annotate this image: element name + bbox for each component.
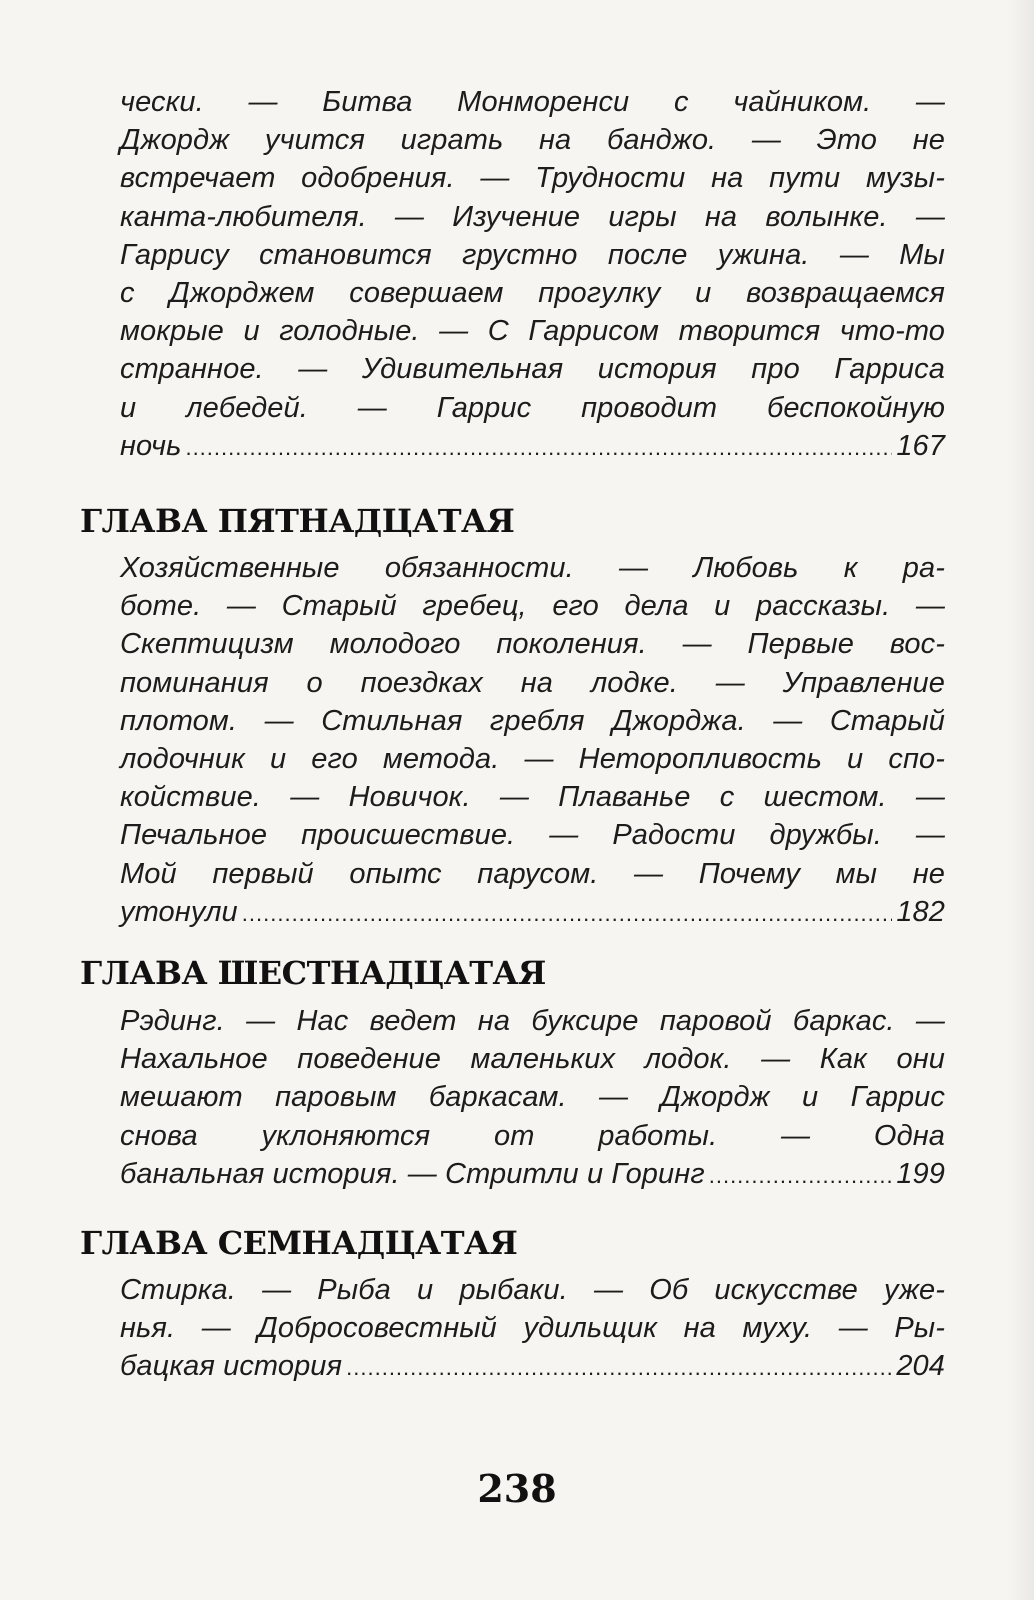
summary-line: койствие. — Новичок. — Плаванье с шестом. —	[120, 781, 945, 814]
toc-entry-last-line	[120, 427, 945, 465]
page-gutter-shadow	[1008, 0, 1034, 1600]
chapter-heading: ГЛАВА СЕМНАДЦАТАЯ	[80, 1224, 518, 1262]
summary-line: встречает одобрения. — Трудности на пути музы-	[120, 162, 945, 195]
summary-line-end: банальная история. — Стритли и Горинг	[120, 1157, 705, 1190]
summary-line: канта-любителя. — Изучение игры на волынке. —	[120, 200, 945, 233]
summary-line: Хозяйственные обязанности. — Любовь к ра-	[120, 552, 945, 584]
summary-line: чески. — Битва Монморенси с чайником. —	[120, 86, 945, 118]
summary-line: нья. — Добросовестный удильщик на муху. — Ры-	[120, 1312, 945, 1345]
summary-line: Стирка. — Рыба и рыбаки. — Об искусстве уже-	[120, 1274, 945, 1306]
chapter-heading: ГЛАВА ШЕСТНАДЦАТАЯ	[80, 954, 546, 992]
dot-leader	[346, 1349, 892, 1387]
dot-leader	[185, 429, 892, 467]
chapter-sixteen-summary	[120, 1002, 945, 1193]
summary-line-end: утонули	[120, 895, 238, 928]
page-number: 204	[896, 1350, 945, 1383]
summary-line: Мой первый опытс парусом. — Почему мы не	[120, 857, 945, 890]
summary-line: Нахальное поведение маленьких лодок. — Как они	[120, 1043, 945, 1076]
summary-line: поминания о поездках на лодке. — Управление	[120, 666, 945, 699]
page-number: 167	[896, 429, 945, 462]
chapter-seventeen-summary	[120, 1271, 945, 1386]
summary-line: Гаррису становится грустно после ужина. — Мы	[120, 238, 945, 271]
summary-line: и лебедей. — Гаррис проводит беспокойную	[120, 391, 945, 424]
summary-line: снова уклоняются от работы. — Одна	[120, 1119, 945, 1152]
toc-entry-last-line	[120, 1347, 945, 1385]
page-number: 182	[896, 895, 945, 928]
summary-line: Рэдинг. — Нас ведет на буксире паровой баркас. —	[120, 1005, 945, 1037]
page-folio-number: 238	[477, 1466, 557, 1511]
summary-line: с Джорджем совершаем прогулку и возвращаемся	[120, 276, 945, 309]
chapter-heading: ГЛАВА ПЯТНАДЦАТАЯ	[80, 502, 515, 540]
summary-line: боте. — Старый гребец, его дела и рассказы. —	[120, 590, 945, 623]
toc-entry-last-line	[120, 1155, 945, 1193]
dot-leader	[709, 1157, 893, 1195]
summary-line: мокрые и голодные. — С Гаррисом творится что-то	[120, 315, 945, 348]
summary-line: мешают паровым баркасам. — Джордж и Гаррис	[120, 1081, 945, 1114]
summary-line-end: бацкая история	[120, 1350, 343, 1383]
summary-line-end: ночь	[120, 429, 182, 462]
chapter-fourteen-summary	[120, 83, 945, 465]
summary-line: Печальное происшествие. — Радости дружбы. —	[120, 819, 945, 852]
summary-line: Джордж учится играть на банджо. — Это не	[120, 124, 945, 157]
summary-line: плотом. — Стильная гребля Джорджа. — Старый	[120, 704, 945, 737]
dot-leader	[242, 895, 893, 933]
page-number: 199	[896, 1157, 945, 1190]
summary-line: странное. — Удивительная история про Гарриса	[120, 353, 945, 386]
toc-entry-last-line	[120, 893, 945, 931]
summary-line: Скептицизм молодого поколения. — Первые вос-	[120, 628, 945, 661]
summary-line: лодочник и его метода. — Неторопливость и спо-	[120, 742, 945, 775]
chapter-fifteen-summary	[120, 549, 945, 931]
